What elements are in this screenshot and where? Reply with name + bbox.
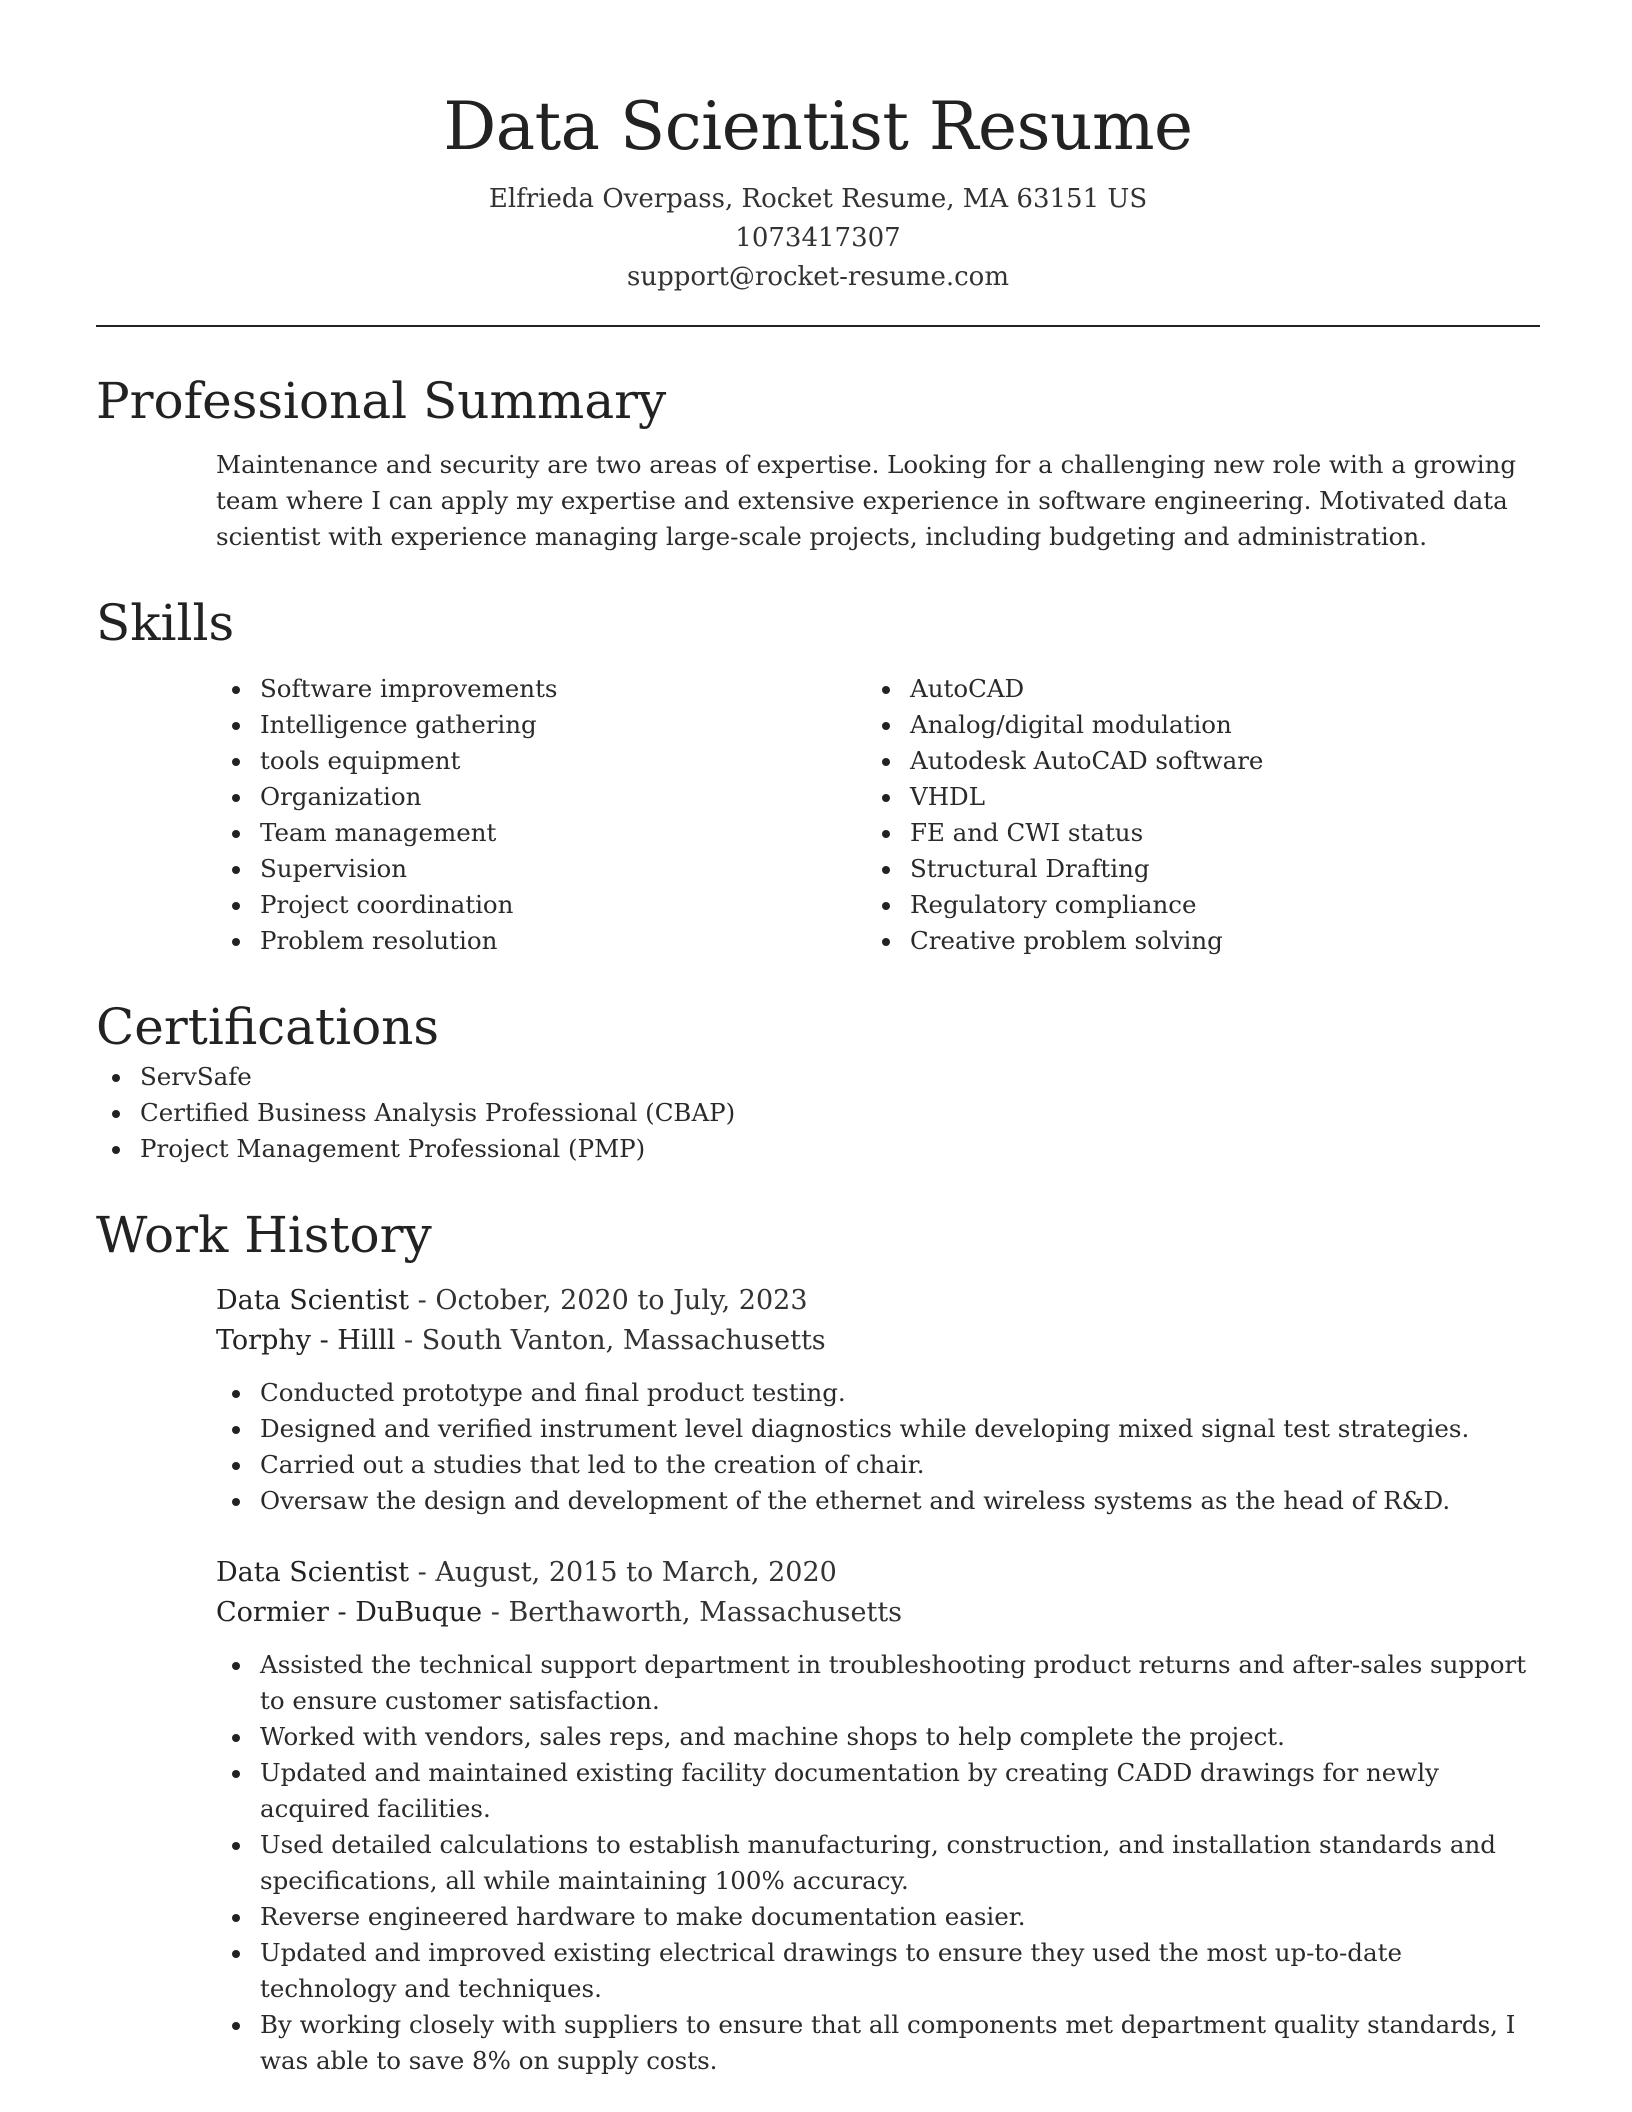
job-employer: Torphy - Hilll [216,1325,396,1356]
skill-item: Software improvements [216,671,866,707]
skill-item: AutoCAD [866,671,1516,707]
work-history-heading: Work History [96,1206,432,1264]
job-bullet: Designed and verified instrument level diagnostics while developing mixed signal test strategies. [216,1411,1540,1447]
skill-item: Regulatory compliance [866,887,1516,923]
job-entry [216,1553,1540,2079]
job-bullet: Conducted prototype and final product testing. [216,1375,1540,1411]
job-bullet: Assisted the technical support department in troubleshooting product returns and after-sales support to ensure customer satisfaction. [216,1647,1540,1719]
job-company-line: Cormier - DuBuque - Berthaworth, Massachusetts [216,1597,903,1628]
summary-heading: Professional Summary [96,372,667,430]
job-bullet: Reverse engineered hardware to make documentation easier. [216,1899,1540,1935]
header-divider [96,325,1540,327]
certifications-heading: Certifications [96,998,440,1056]
job-title-line: Data Scientist - August, 2015 to March, 2020 [216,1557,837,1588]
job-bullet: Updated and maintained existing facility documentation by creating CADD drawings for newly acquired facilities. [216,1755,1540,1827]
job-company-line: Torphy - Hilll - South Vanton, Massachusetts [216,1325,826,1356]
job-employer: Cormier - DuBuque [216,1597,483,1628]
job-dates: October, 2020 to July, 2023 [435,1285,808,1316]
skills-grid [216,671,1540,959]
job-bullets [96,1647,1540,2079]
skill-item: FE and CWI status [866,815,1516,851]
contact-phone: 1073417307 [735,223,901,253]
skills-heading: Skills [96,594,235,652]
certification-item: Certified Business Analysis Professional (CBAP) [96,1095,1540,1131]
job-bullet: Updated and improved existing electrical drawings to ensure they used the most up-to-date technology and techniques. [216,1935,1540,2007]
skill-item: Analog/digital modulation [866,707,1516,743]
contact-address: Elfrieda Overpass, Rocket Resume, MA 63151 US [488,184,1148,214]
job-bullet: Used detailed calculations to establish manufacturing, construction, and installation standards and specifications, all while maintaining 100% accuracy. [216,1827,1540,1899]
summary-text: Maintenance and security are two areas of expertise. Looking for a challenging new role with a growing team where I can apply my expertise and extensive experience in software engineering. Motivated data scientist with experience managing large-scale projects, including budgeting and administration. [216,450,1517,551]
resume-page [96,0,1540,2079]
job-location: South Vanton, Massachusetts [421,1325,826,1356]
summary-section [96,369,1540,555]
job-bullet: Worked with vendors, sales reps, and machine shops to help complete the project. [216,1719,1540,1755]
skill-item: Supervision [216,851,866,887]
skills-list-right [866,671,1516,959]
job-bullet: By working closely with suppliers to ensure that all components met department quality standards, I was able to save 8% on supply costs. [216,2007,1540,2079]
job-bullet: Carried out a studies that led to the creation of chair. [216,1447,1540,1483]
skill-item: Team management [216,815,866,851]
skill-item: tools equipment [216,743,866,779]
job-location: Berthaworth, Massachusetts [508,1597,903,1628]
resume-title: Data Scientist Resume [443,88,1193,165]
skill-item: Problem resolution [216,923,866,959]
skills-section [96,591,1540,959]
certification-item: Project Management Professional (PMP) [96,1131,1540,1167]
contact-email: support@rocket-resume.com [626,262,1009,292]
skill-item: Structural Drafting [866,851,1516,887]
skill-item: Project coordination [216,887,866,923]
job-bullets [96,1375,1540,1519]
skill-item: Creative problem solving [866,923,1516,959]
work-history-section [96,1203,1540,2079]
skills-list-left [216,671,866,959]
certifications-section [96,995,1540,1167]
skill-item: Organization [216,779,866,815]
job-dates: August, 2015 to March, 2020 [435,1557,837,1588]
contact-info [96,180,1540,297]
job-title-line: Data Scientist - October, 2020 to July, 2023 [216,1285,808,1316]
resume-header [96,0,1540,297]
work-jobs [96,1281,1540,2079]
skill-item: Intelligence gathering [216,707,866,743]
job-bullet: Oversaw the design and development of the ethernet and wireless systems as the head of R&D. [216,1483,1540,1519]
job-position: Data Scientist [216,1557,410,1588]
skill-item: VHDL [866,779,1516,815]
skill-item: Autodesk AutoCAD software [866,743,1516,779]
job-position: Data Scientist [216,1285,410,1316]
job-entry [216,1281,1540,1519]
certifications-list [96,1059,1540,1167]
certification-item: ServSafe [96,1059,1540,1095]
